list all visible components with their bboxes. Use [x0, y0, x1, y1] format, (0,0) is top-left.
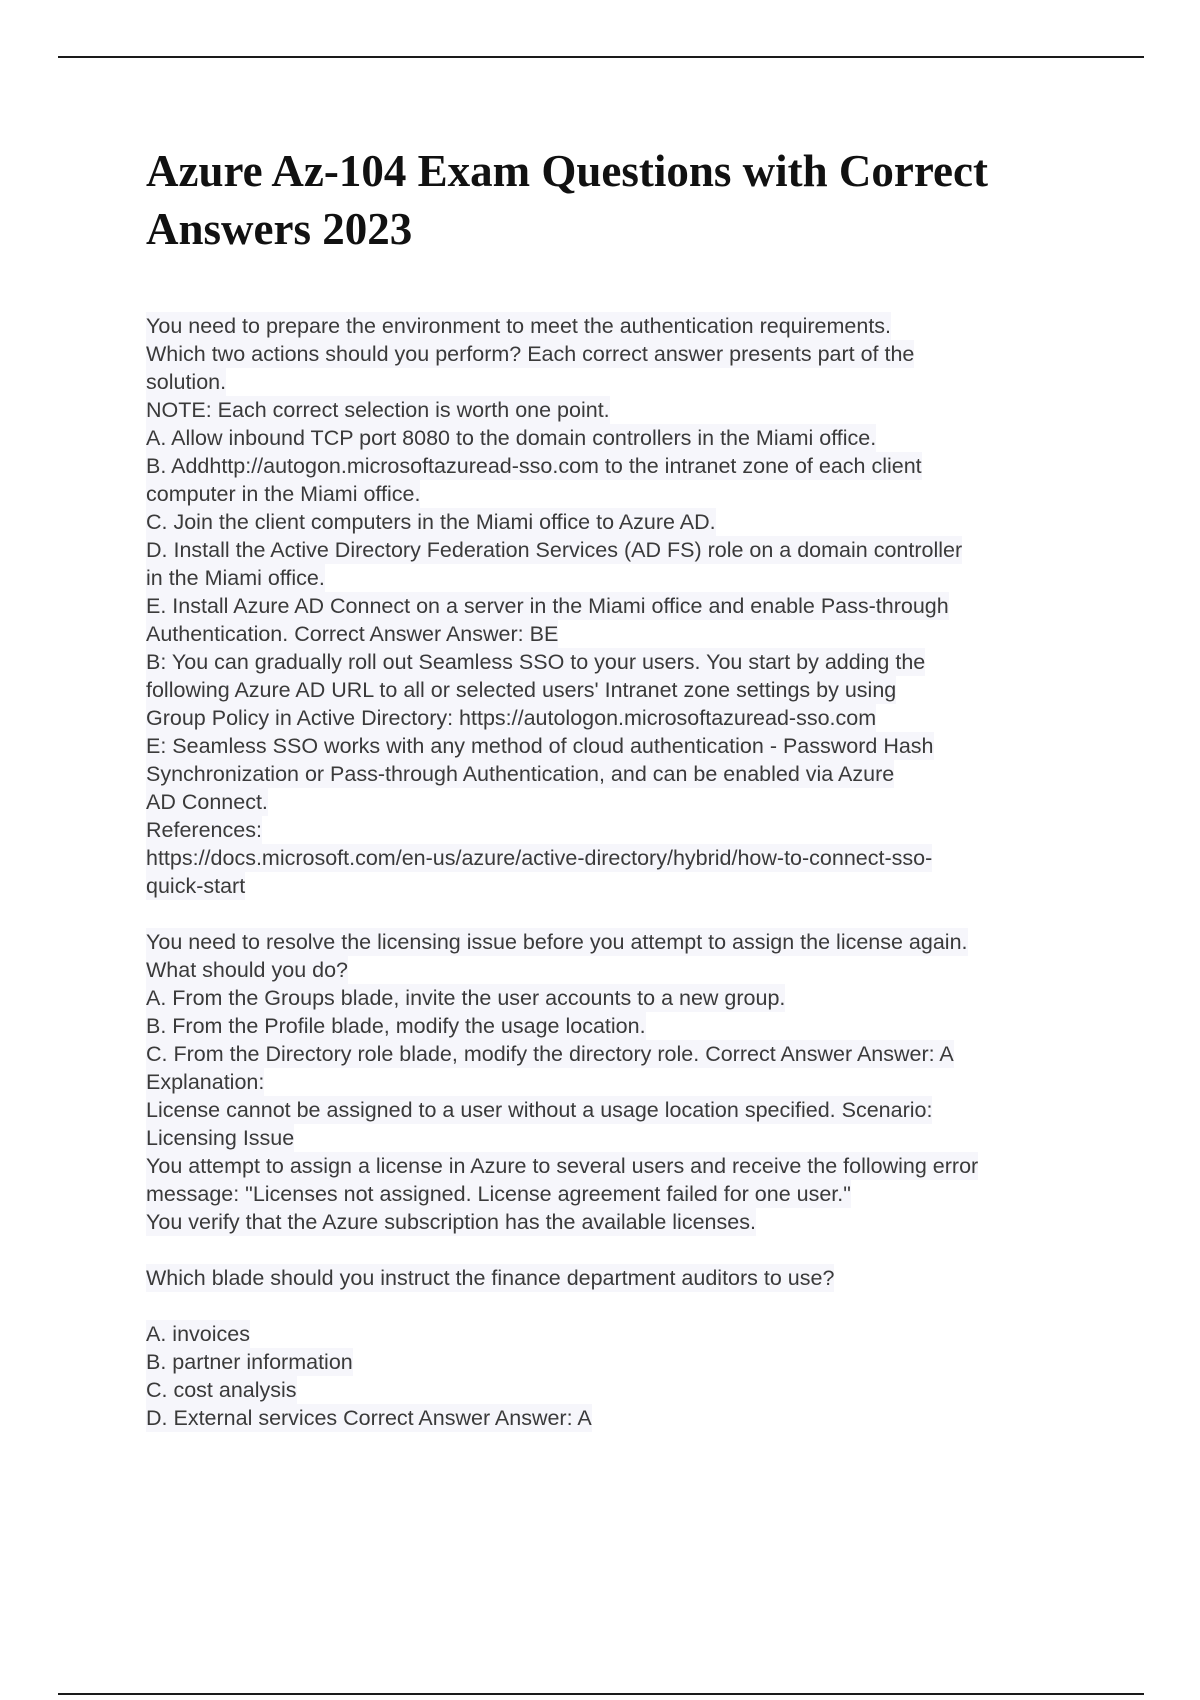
text-line: Which two actions should you perform? Each correct answer presents part of the	[146, 342, 915, 366]
document-body	[146, 312, 1146, 1432]
explanation-line: message: "Licenses not assigned. License agreement failed for one user."	[146, 1182, 851, 1206]
reference-url-cont: quick-start	[146, 874, 246, 898]
document-title	[146, 142, 1106, 258]
option-a: A. From the Groups blade, invite the user accounts to a new group.	[146, 986, 786, 1010]
explanation-line: following Azure AD URL to all or selected users' Intranet zone settings by using	[146, 678, 897, 702]
explanation-line: Group Policy in Active Directory: https://autologon.microsoftazuread-sso.com	[146, 706, 877, 730]
option-b: B. Addhttp://autogon.microsoftazuread-sso.com to the intranet zone of each client	[146, 454, 922, 478]
title-line-1: Azure Az-104 Exam Questions with Correct	[146, 146, 988, 196]
explanation-line: B: You can gradually roll out Seamless SSO to your users. You start by adding the	[146, 650, 926, 674]
option-a: A. Allow inbound TCP port 8080 to the domain controllers in the Miami office.	[146, 426, 877, 450]
option-d-cont: in the Miami office.	[146, 566, 325, 590]
explanation-line: License cannot be assigned to a user without a usage location specified. Scenario:	[146, 1098, 933, 1122]
option-d: D. Install the Active Directory Federation Services (AD FS) role on a domain controller	[146, 538, 963, 562]
bottom-rule	[58, 1693, 1144, 1695]
top-rule	[58, 56, 1144, 58]
explanation-line: E: Seamless SSO works with any method of cloud authentication - Password Hash	[146, 734, 934, 758]
question-3-options	[146, 1320, 1146, 1432]
question-3	[146, 1264, 1146, 1292]
question-2	[146, 928, 1146, 1236]
question-1	[146, 312, 1146, 900]
block-gap	[146, 1236, 1146, 1264]
option-b: B. partner information	[146, 1350, 353, 1374]
explanation-line: Licensing Issue	[146, 1126, 295, 1150]
text-line: What should you do?	[146, 958, 348, 982]
option-b-cont: computer in the Miami office.	[146, 482, 421, 506]
explanation-line: You verify that the Azure subscription has the available licenses.	[146, 1210, 756, 1234]
reference-url: https://docs.microsoft.com/en-us/azure/active-directory/hybrid/how-to-connect-sso-	[146, 846, 933, 870]
question-prompt: Which blade should you instruct the finance department auditors to use?	[146, 1266, 835, 1290]
references-label: References:	[146, 818, 262, 842]
block-gap	[146, 900, 1146, 928]
answer-line: Authentication. Correct Answer Answer: BE	[146, 622, 559, 646]
option-c: C. Join the client computers in the Miami office to Azure AD.	[146, 510, 716, 534]
explanation-label: Explanation:	[146, 1070, 265, 1094]
explanation-line: You attempt to assign a license in Azure to several users and receive the following error	[146, 1154, 979, 1178]
option-e: E. Install Azure AD Connect on a server in the Miami office and enable Pass-through	[146, 594, 949, 618]
explanation-line: Synchronization or Pass-through Authentication, and can be enabled via Azure	[146, 762, 895, 786]
text-line: solution.	[146, 370, 227, 394]
option-a: A. invoices	[146, 1322, 250, 1346]
text-line: You need to prepare the environment to meet the authentication requirements.	[146, 314, 892, 338]
title-line-2: Answers 2023	[146, 204, 413, 254]
option-d: D. External services Correct Answer Answer: A	[146, 1406, 592, 1430]
option-b: B. From the Profile blade, modify the usage location.	[146, 1014, 646, 1038]
option-c: C. cost analysis	[146, 1378, 297, 1402]
text-line: You need to resolve the licensing issue before you attempt to assign the license again.	[146, 930, 968, 954]
option-c: C. From the Directory role blade, modify the directory role. Correct Answer Answer: A	[146, 1042, 954, 1066]
explanation-line: AD Connect.	[146, 790, 268, 814]
text-line: NOTE: Each correct selection is worth one point.	[146, 398, 610, 422]
block-gap	[146, 1292, 1146, 1320]
